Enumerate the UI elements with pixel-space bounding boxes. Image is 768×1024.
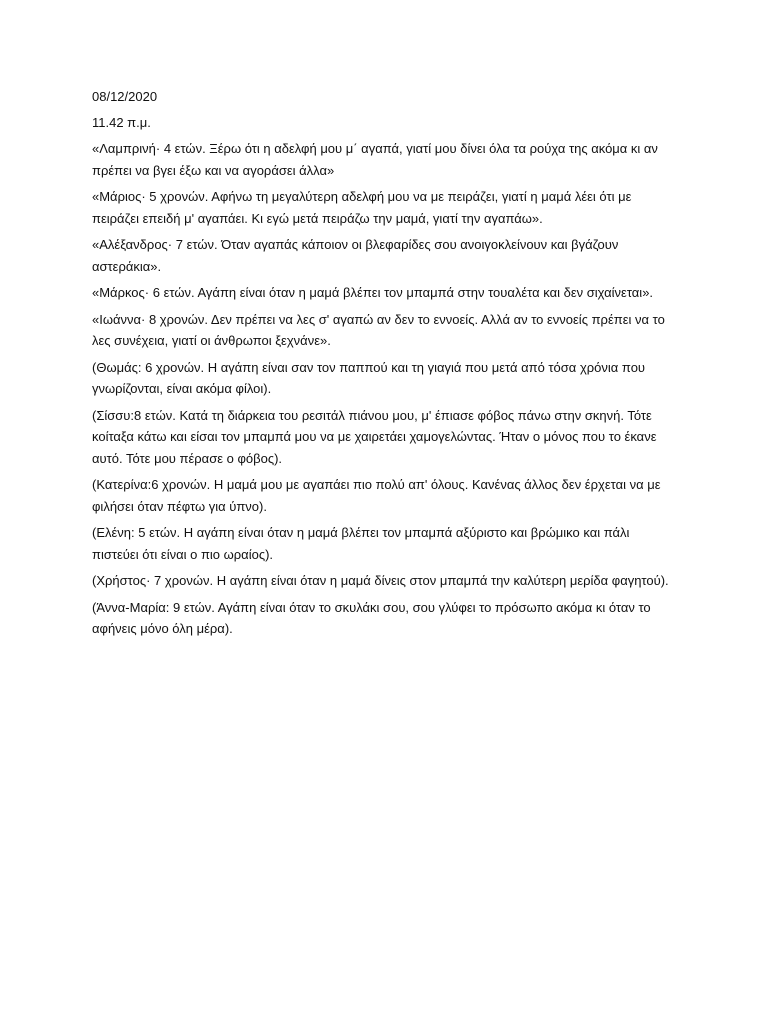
- document-time: 11.42 π.μ.: [92, 115, 151, 130]
- document-date: 08/12/2020: [92, 89, 158, 104]
- quote-paragraph: (Σίσσυ:8 ετών. Κατά τη διάρκεια του ρεσιτάλ πιάνου μου, μ' έπιασε φόβος πάνω στην σκηνή. Τότε κοίταξα κάτω και είσαι τον μπαμπά μου να με χαιρετάει χαμογελώντας. Ήταν ο μόνος που το έκανε αυτό. Τότε μου πέρασε ο φόβος).: [92, 407, 657, 466]
- quote-paragraph: «Μάρκος· 6 ετών. Αγάπη είναι όταν η μαμά βλέπει τον μπαμπά στην τουαλέτα και δεν σιχαίνεται».: [92, 285, 654, 300]
- quote-paragraph: (Χρήστος· 7 χρονών. Η αγάπη είναι όταν η μαμά δίνεις στον μπαμπά την καλύτερη μερίδα φαγητού).: [92, 573, 669, 588]
- quote-paragraph: (Ελένη: 5 ετών. Η αγάπη είναι όταν η μαμά βλέπει τον μπαμπά αξύριστο και βρώμικο και πάλι πιστεύει ότι είναι ο πιο ωραίος).: [92, 525, 630, 562]
- quote-paragraph: «Αλέξανδρος· 7 ετών. Όταν αγαπάς κάποιον οι βλεφαρίδες σου ανοιγοκλείνουν και βγάζουν αστεράκια».: [92, 237, 619, 274]
- quote-paragraph: «Ιωάννα· 8 χρονών. Δεν πρέπει να λες σ' αγαπώ αν δεν το εννοείς. Αλλά αν το εννοείς πρέπει να το λες συνέχεια, γιατί οι άνθρωποι ξεχνάνε».: [92, 311, 665, 348]
- document-body: [92, 86, 674, 645]
- quote-paragraph: (Κατερίνα:6 χρονών. Η μαμά μου με αγαπάει πιο πολύ απ' όλους. Κανένας άλλος δεν έρχεται να με φιλήσει όταν πέφτω για ύπνο).: [92, 477, 661, 514]
- quote-paragraph: (Άννα-Μαρία: 9 ετών. Αγάπη είναι όταν το σκυλάκι σου, σου γλύφει το πρόσωπο ακόμα κι όταν το αφήνεις μόνο όλη μέρα).: [92, 599, 651, 636]
- quote-paragraph: «Λαμπρινή· 4 ετών. Ξέρω ότι η αδελφή μου μ΄ αγαπά, γιατί μου δίνει όλα τα ρούχα της ακόμα κι αν πρέπει να βγει έξω και να αγοράσει άλλα»: [92, 141, 658, 178]
- quote-paragraph: «Μάριος· 5 χρονών. Αφήνω τη μεγαλύτερη αδελφή μου να με πειράζει, γιατί η μαμά λέει ότι με πειράζει επειδή μ' αγαπάει. Κι εγώ μετά πειράζω την μαμά, γιατί την αγαπάω».: [92, 189, 632, 226]
- quote-paragraph: (Θωμάς: 6 χρονών. Η αγάπη είναι σαν τον παππού και τη γιαγιά που μετά από τόσα χρόνια που γνωρίζονται, είναι ακόμα φίλοι).: [92, 359, 646, 396]
